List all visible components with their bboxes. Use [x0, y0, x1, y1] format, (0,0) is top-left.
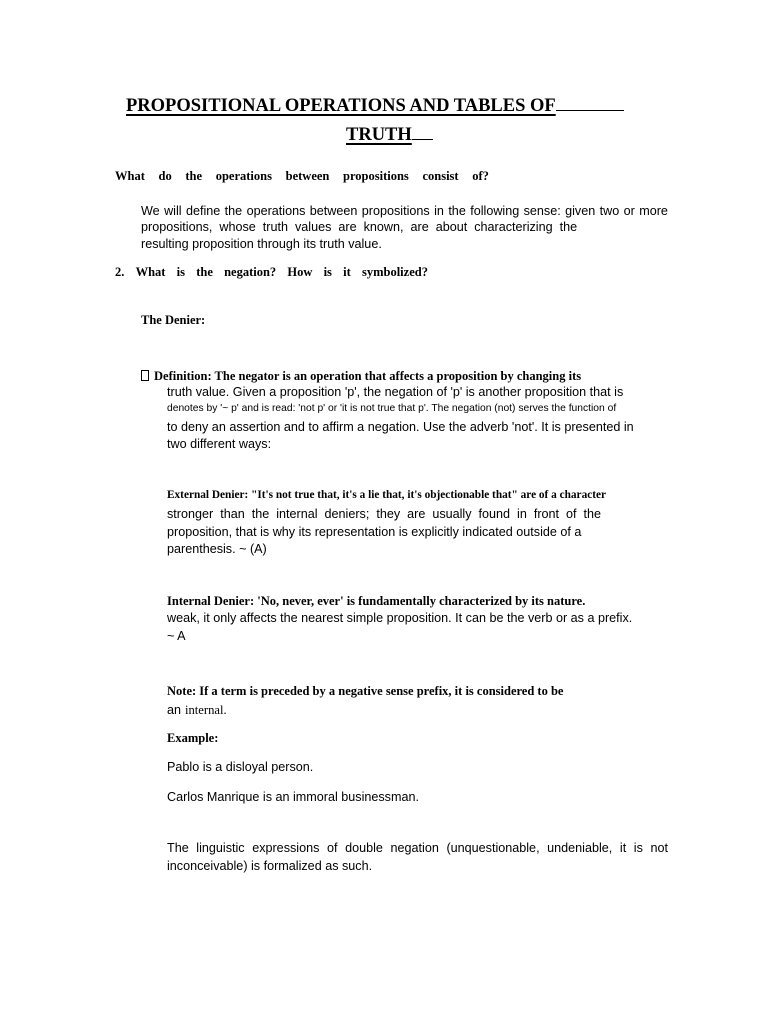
intro-line-1-word: in: [434, 204, 444, 218]
intro-line-2: propositions, whose truth values are known, are about characterizing the: [141, 220, 578, 234]
internal-denier-lead: Internal Denier: 'No, never, ever' is fundamentally characterized by its nature.: [167, 594, 586, 608]
definition-lead: [141, 369, 581, 384]
intro-line-1-word: operations: [246, 204, 306, 218]
question-2-word: How: [287, 265, 313, 279]
question-2-word: it: [343, 265, 351, 279]
intro-line-1-word: propositions: [361, 204, 430, 218]
question-1-word: propositions: [343, 169, 409, 183]
question-2-word: is: [323, 265, 332, 279]
intro-line-1-word: the: [448, 204, 466, 218]
title-underline-blank: [556, 96, 624, 111]
double-negation-line-1-word: undeniable,: [547, 841, 613, 855]
intro-line-1-word: following: [470, 204, 520, 218]
example-item-2: Carlos Manrique is an immoral businessman.: [167, 790, 419, 804]
question-2: [115, 265, 428, 280]
title-line-1: PROPOSITIONAL OPERATIONS AND TABLES OF: [126, 96, 556, 116]
note-line-2-b: internal.: [185, 703, 227, 717]
document-title: [126, 96, 624, 117]
double-negation-line-1-word: of: [326, 841, 338, 855]
double-negation-line-1: [167, 841, 668, 855]
double-negation-line-1-word: The: [167, 841, 189, 855]
definition-line-2: truth value. Given a proposition 'p', the negation of 'p' is another proposition that is: [167, 385, 624, 399]
question-2-word: is: [176, 265, 185, 279]
question-1: [115, 169, 489, 184]
document-title-line-2: [346, 125, 433, 146]
question-1-word: do: [158, 169, 172, 183]
definition-line-4: to deny an assertion and to affirm a negation. Use the adverb 'not'. It is presented in: [167, 420, 634, 434]
intro-line-1-word: sense:: [523, 204, 561, 218]
note-lead: Note: If a term is preceded by a negative sense prefix, it is considered to be: [167, 684, 564, 698]
note-line-2-a: an: [167, 703, 182, 717]
question-1-word: operations: [215, 169, 272, 183]
double-negation-line-1-word: not: [650, 841, 668, 855]
external-denier-line-4: parenthesis. ~ (A): [167, 542, 267, 556]
question-1-word: What: [115, 169, 145, 183]
question-2-word: 2.: [115, 265, 125, 279]
note-line-2: [167, 701, 227, 719]
double-negation-line-1-word: expressions: [252, 841, 320, 855]
internal-denier-line-3: ~ A: [167, 629, 186, 643]
title-underline-blank-2: [412, 125, 433, 140]
double-negation-line-1-word: it: [619, 841, 627, 855]
external-denier-lead: External Denier: "It's not true that, it's a lie that, it's objectionable that" are of a character: [167, 489, 607, 501]
intro-line-1-word: define: [185, 204, 221, 218]
title-line-2: TRUTH: [346, 125, 412, 145]
bullet-box-icon: [141, 370, 149, 381]
double-negation-line-1-word: double: [345, 841, 383, 855]
internal-denier-line-2: weak, it only affects the nearest simple proposition. It can be the verb or as a prefix.: [167, 611, 633, 625]
question-1-word: the: [185, 169, 203, 183]
example-item-1: Pablo is a disloyal person.: [167, 760, 314, 774]
intro-line-1-word: given: [565, 204, 596, 218]
intro-line-1-word: or: [623, 204, 635, 218]
definition-line-3: denotes by '~ p' and is read: 'not p' or 'it is not true that p'. The negation (not) serves the function of: [167, 403, 617, 414]
intro-line-1-word: between: [309, 204, 358, 218]
intro-line-1-word: will: [164, 204, 182, 218]
question-1-word: of?: [472, 169, 489, 183]
double-negation-line-1-word: is: [633, 841, 643, 855]
question-2-word: negation?: [224, 265, 277, 279]
question-1-word: between: [285, 169, 330, 183]
question-2-word: symbolized?: [361, 265, 428, 279]
intro-line-1-word: two: [599, 204, 620, 218]
external-denier-line-2: stronger than the internal deniers; they are usually found in front of the: [167, 507, 602, 521]
question-2-word: What: [135, 265, 166, 279]
double-negation-line-1-word: linguistic: [196, 841, 245, 855]
question-2-word: the: [196, 265, 213, 279]
definition-line-5: two different ways:: [167, 437, 272, 451]
question-1-word: consist: [422, 169, 459, 183]
intro-line-1: [141, 204, 668, 218]
external-denier-line-3: proposition, that is why its representation is explicitly indicated outside of a: [167, 525, 582, 539]
double-negation-line-1-word: (unquestionable,: [446, 841, 540, 855]
definition-lead-text: Definition: The negator is an operation that affects a proposition by changing its: [154, 369, 582, 383]
double-negation-line-1-word: negation: [390, 841, 439, 855]
example-heading: Example:: [167, 731, 219, 745]
intro-line-1-word: We: [141, 204, 160, 218]
double-negation-line-2: inconceivable) is formalized as such.: [167, 859, 373, 873]
denier-heading: The Denier:: [141, 313, 206, 327]
intro-line-3: resulting proposition through its truth value.: [141, 237, 382, 251]
intro-line-1-word: more: [639, 204, 668, 218]
intro-line-1-word: the: [224, 204, 243, 218]
